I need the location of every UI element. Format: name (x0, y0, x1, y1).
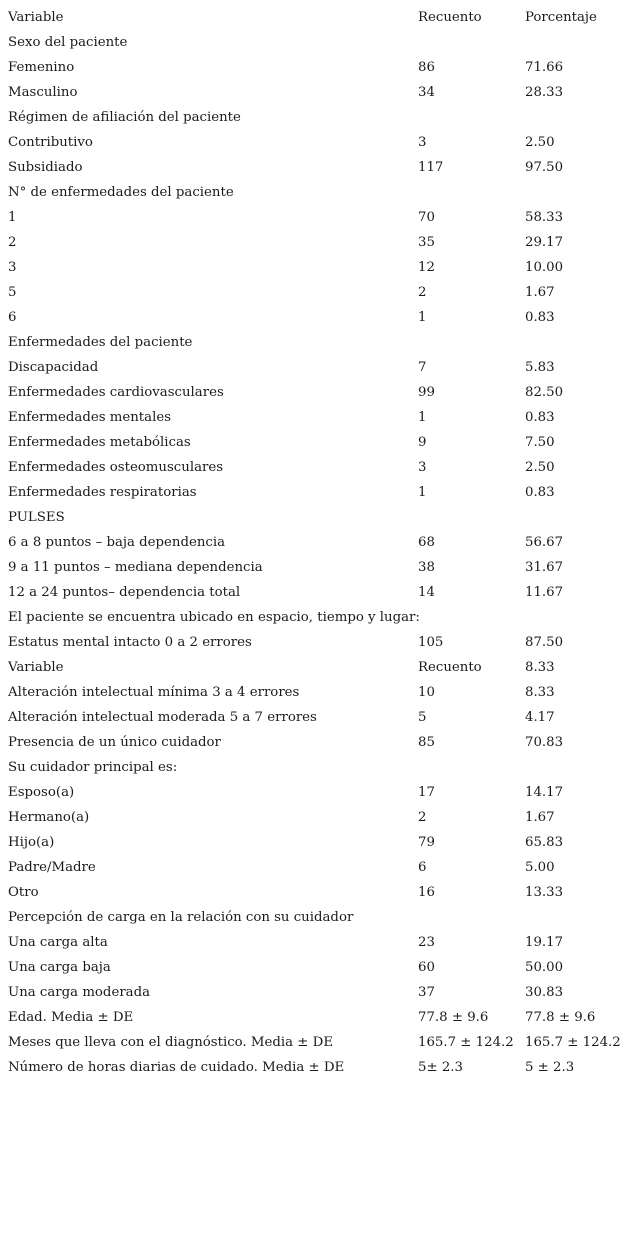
variable-cell: Enfermedades metabólicas (8, 435, 191, 450)
table-row (8, 505, 632, 530)
variable-cell: Discapacidad (8, 360, 99, 375)
table-row (8, 1030, 632, 1055)
porcentaje-cell: 5.83 (525, 360, 555, 375)
variable-cell: Enfermedades mentales (8, 410, 172, 425)
table-row (8, 580, 632, 605)
variable-cell: PULSES (8, 510, 65, 525)
recuento-cell: Recuento (418, 660, 482, 675)
variable-cell: 1 (8, 210, 17, 225)
table-row (8, 380, 632, 405)
table-row (8, 105, 632, 130)
recuento-cell: 1 (418, 310, 427, 325)
table-row (8, 680, 632, 705)
porcentaje-cell: 58.33 (525, 210, 564, 225)
table-row (8, 1055, 632, 1080)
variable-cell: Alteración intelectual moderada 5 a 7 errores (8, 710, 317, 725)
porcentaje-cell: 71.66 (525, 60, 564, 75)
porcentaje-cell: 165.7 ± 124.2 (525, 1035, 621, 1050)
recuento-cell: 68 (418, 535, 435, 550)
porcentaje-cell: 28.33 (525, 85, 564, 100)
variable-cell: Otro (8, 885, 39, 900)
variable-cell: Hijo(a) (8, 835, 55, 850)
table-row (8, 805, 632, 830)
recuento-cell: 34 (418, 85, 435, 100)
recuento-cell: Recuento (418, 10, 482, 25)
recuento-cell: 165.7 ± 124.2 (418, 1035, 514, 1050)
table-row (8, 130, 632, 155)
table-row (8, 1005, 632, 1030)
variable-cell: Contributivo (8, 135, 93, 150)
porcentaje-cell: 13.33 (525, 885, 564, 900)
table-row (8, 705, 632, 730)
porcentaje-cell: 31.67 (525, 560, 564, 575)
variable-cell: 2 (8, 235, 17, 250)
variable-cell: 5 (8, 285, 17, 300)
porcentaje-cell: 14.17 (525, 785, 564, 800)
table-row (8, 205, 632, 230)
porcentaje-cell: 1.67 (525, 810, 555, 825)
variable-cell: Padre/Madre (8, 860, 96, 875)
variable-cell: Número de horas diarias de cuidado. Media ± DE (8, 1060, 345, 1075)
variable-cell: Femenino (8, 60, 75, 75)
table-row (8, 55, 632, 80)
porcentaje-cell: 0.83 (525, 310, 555, 325)
variable-cell: Presencia de un único cuidador (8, 735, 221, 750)
recuento-cell: 35 (418, 235, 435, 250)
recuento-cell: 10 (418, 685, 435, 700)
table-row (8, 480, 632, 505)
porcentaje-cell: 7.50 (525, 435, 555, 450)
recuento-cell: 2 (418, 285, 427, 300)
variable-cell: Edad. Media ± DE (8, 1010, 134, 1025)
variable-cell: 3 (8, 260, 17, 275)
table-row (8, 930, 632, 955)
recuento-cell: 3 (418, 135, 427, 150)
table-row (8, 155, 632, 180)
porcentaje-cell: 0.83 (525, 410, 555, 425)
table-row (8, 330, 632, 355)
porcentaje-cell: 56.67 (525, 535, 564, 550)
porcentaje-cell: 82.50 (525, 385, 564, 400)
porcentaje-cell: 11.67 (525, 585, 564, 600)
porcentaje-cell: Porcentaje (525, 10, 597, 25)
variable-cell: 6 (8, 310, 17, 325)
recuento-cell: 70 (418, 210, 435, 225)
porcentaje-cell: 29.17 (525, 235, 564, 250)
table-row (8, 730, 632, 755)
variable-cell: Enfermedades del paciente (8, 335, 193, 350)
variable-cell: Una carga moderada (8, 985, 151, 1000)
variable-cell: 9 a 11 puntos – mediana dependencia (8, 560, 263, 575)
variable-cell: 12 a 24 puntos– dependencia total (8, 585, 241, 600)
table-row (8, 955, 632, 980)
table-row (8, 555, 632, 580)
variable-cell: Enfermedades cardiovasculares (8, 385, 224, 400)
recuento-cell: 16 (418, 885, 435, 900)
variable-cell: Meses que lleva con el diagnóstico. Media ± DE (8, 1035, 334, 1050)
porcentaje-cell: 10.00 (525, 260, 564, 275)
variable-cell: Enfermedades osteomusculares (8, 460, 224, 475)
table-row (8, 530, 632, 555)
recuento-cell: 7 (418, 360, 427, 375)
table-row (8, 880, 632, 905)
porcentaje-cell: 30.83 (525, 985, 564, 1000)
porcentaje-cell: 8.33 (525, 685, 555, 700)
table-row (8, 455, 632, 480)
table-row (8, 630, 632, 655)
table-row (8, 855, 632, 880)
table-row (8, 905, 632, 930)
recuento-cell: 99 (418, 385, 435, 400)
recuento-cell: 23 (418, 935, 435, 950)
recuento-cell: 105 (418, 635, 444, 650)
porcentaje-cell: 19.17 (525, 935, 564, 950)
recuento-cell: 79 (418, 835, 435, 850)
recuento-cell: 3 (418, 460, 427, 475)
recuento-cell: 117 (418, 160, 444, 175)
porcentaje-cell: 0.83 (525, 485, 555, 500)
recuento-cell: 14 (418, 585, 435, 600)
variable-cell: Esposo(a) (8, 785, 75, 800)
variable-cell: Alteración intelectual mínima 3 a 4 errores (8, 685, 300, 700)
variable-cell: Su cuidador principal es: (8, 760, 178, 775)
recuento-cell: 1 (418, 410, 427, 425)
porcentaje-cell: 77.8 ± 9.6 (525, 1010, 596, 1025)
recuento-cell: 86 (418, 60, 435, 75)
variable-cell: Sexo del paciente (8, 35, 128, 50)
table-row (8, 655, 632, 680)
porcentaje-cell: 2.50 (525, 135, 555, 150)
porcentaje-cell: 65.83 (525, 835, 564, 850)
recuento-cell: 12 (418, 260, 435, 275)
data-table (8, 5, 632, 1080)
porcentaje-cell: 4.17 (525, 710, 555, 725)
table-row (8, 980, 632, 1005)
table-row (8, 255, 632, 280)
porcentaje-cell: 97.50 (525, 160, 564, 175)
variable-cell: El paciente se encuentra ubicado en espacio, tiempo y lugar: (8, 610, 420, 625)
table-row (8, 280, 632, 305)
variable-cell: N° de enfermedades del paciente (8, 185, 234, 200)
table-row (8, 405, 632, 430)
recuento-cell: 2 (418, 810, 427, 825)
table-row (8, 80, 632, 105)
table-row (8, 755, 632, 780)
variable-cell: Variable (8, 10, 64, 25)
porcentaje-cell: 5.00 (525, 860, 555, 875)
porcentaje-cell: 87.50 (525, 635, 564, 650)
recuento-cell: 37 (418, 985, 435, 1000)
table-row (8, 30, 632, 55)
variable-cell: Percepción de carga en la relación con su cuidador (8, 910, 354, 925)
porcentaje-cell: 2.50 (525, 460, 555, 475)
variable-cell: Hermano(a) (8, 810, 90, 825)
variable-cell: Enfermedades respiratorias (8, 485, 197, 500)
porcentaje-cell: 70.83 (525, 735, 564, 750)
recuento-cell: 9 (418, 435, 427, 450)
porcentaje-cell: 8.33 (525, 660, 555, 675)
variable-cell: Variable (8, 660, 64, 675)
recuento-cell: 77.8 ± 9.6 (418, 1010, 489, 1025)
variable-cell: Una carga baja (8, 960, 111, 975)
variable-cell: Masculino (8, 85, 78, 100)
table-row (8, 355, 632, 380)
recuento-cell: 85 (418, 735, 435, 750)
recuento-cell: 1 (418, 485, 427, 500)
porcentaje-cell: 50.00 (525, 960, 564, 975)
recuento-cell: 60 (418, 960, 435, 975)
porcentaje-cell: 1.67 (525, 285, 555, 300)
table-row (8, 305, 632, 330)
recuento-cell: 5 (418, 710, 427, 725)
table-row (8, 430, 632, 455)
table-row (8, 180, 632, 205)
variable-cell: Estatus mental intacto 0 a 2 errores (8, 635, 252, 650)
table-header-row (8, 5, 632, 30)
recuento-cell: 6 (418, 860, 427, 875)
variable-cell: Régimen de afiliación del paciente (8, 110, 241, 125)
recuento-cell: 5± 2.3 (418, 1060, 463, 1075)
table-row (8, 830, 632, 855)
recuento-cell: 17 (418, 785, 435, 800)
variable-cell: Subsidiado (8, 160, 83, 175)
porcentaje-cell: 5 ± 2.3 (525, 1060, 575, 1075)
variable-cell: 6 a 8 puntos – baja dependencia (8, 535, 226, 550)
variable-cell: Una carga alta (8, 935, 108, 950)
table-row (8, 230, 632, 255)
table-row (8, 780, 632, 805)
table-row (8, 605, 632, 630)
recuento-cell: 38 (418, 560, 435, 575)
